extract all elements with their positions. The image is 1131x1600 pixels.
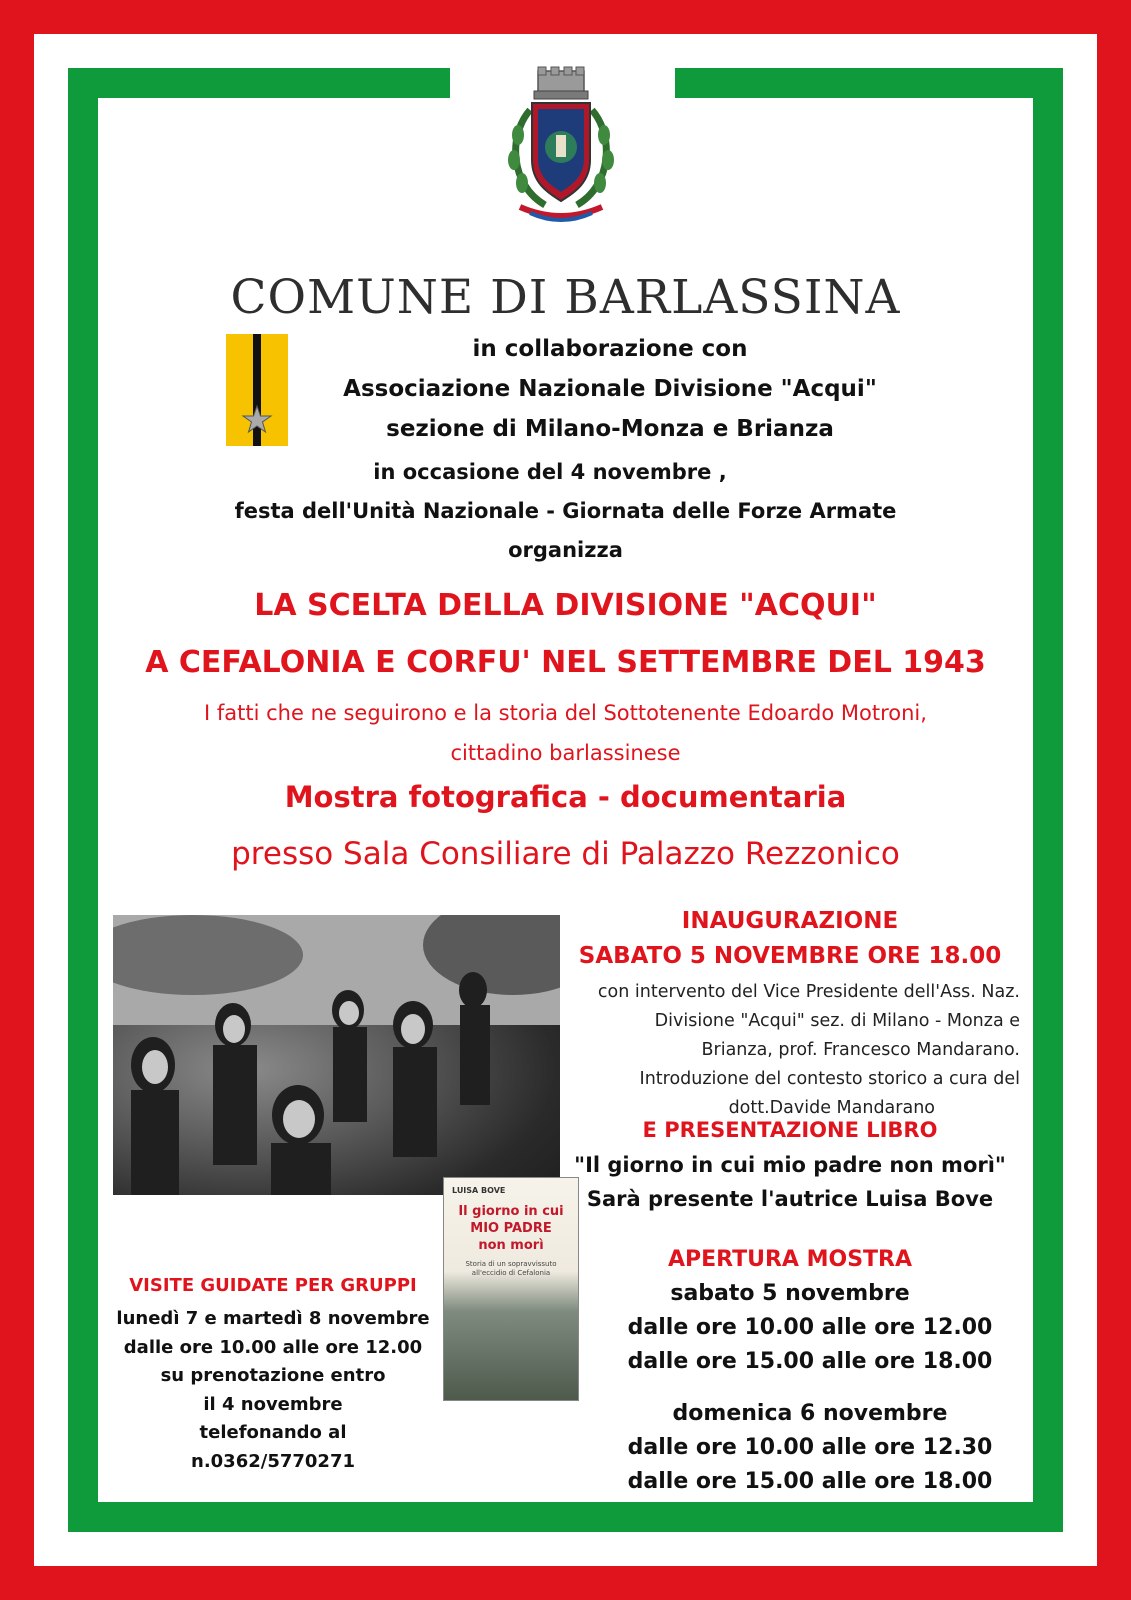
visits-heading: VISITE GUIDATE PER GRUPPI — [129, 1275, 417, 1296]
visits-line: il 4 novembre — [203, 1393, 343, 1415]
inauguration-detail-line: Divisione "Acqui" sez. di Milano - Monza e — [654, 1011, 1020, 1031]
inauguration-detail-line: dott.Davide Mandarano — [728, 1098, 935, 1118]
book-title-l1: Il giorno in cui — [458, 1204, 564, 1219]
book-title-l2: MIO PADRE — [470, 1221, 552, 1236]
inauguration-heading: INAUGURAZIONE — [681, 908, 899, 934]
book-title-l3: non morì — [478, 1238, 544, 1253]
occasion-line: in occasione del 4 novembre , — [373, 460, 727, 484]
exhibit-title: Mostra fotografica - documentaria — [284, 780, 847, 814]
book-cover — [443, 1177, 579, 1401]
visits-line: su prenotazione entro — [160, 1365, 386, 1386]
soldiers-photo — [113, 915, 560, 1195]
event-subtitle-2: cittadino barlassinese — [450, 741, 681, 765]
visits-details — [112, 1305, 434, 1476]
opening-heading: APERTURA MOSTRA — [667, 1247, 913, 1272]
book-subtitle: Storia di un sopravvissuto all'eccidio di Cefalonia — [465, 1260, 557, 1277]
festa-line: festa dell'Unità Nazionale - Giornata delle Forze Armate — [234, 499, 897, 523]
visits-phone: n.0362/5770271 — [191, 1450, 355, 1472]
collab-line: in collaborazione con — [472, 336, 748, 362]
coat-of-arms-icon — [500, 65, 622, 225]
venue-line: presso Sala Consiliare di Palazzo Rezzonico — [231, 836, 900, 872]
organizza-line: organizza — [508, 538, 623, 562]
opening-day2: domenica 6 novembre — [672, 1401, 948, 1426]
inauguration-date: SABATO 5 NOVEMBRE ORE 18.00 — [578, 943, 1002, 969]
book-presentation-heading: E PRESENTAZIONE LIBRO — [642, 1118, 938, 1142]
inauguration-detail-line: con intervento del Vice Presidente dell'Ass. Naz. — [597, 982, 1020, 1002]
visits-line: dalle ore 10.00 alle ore 12.00 — [123, 1336, 423, 1358]
association-line: Associazione Nazionale Divisione "Acqui" — [343, 376, 877, 402]
visits-line: lunedì 7 e martedì 8 novembre — [116, 1308, 430, 1329]
book-title-line: "Il giorno in cui mio padre non morì" — [574, 1153, 1006, 1177]
opening-day2-hours1: dalle ore 10.00 alle ore 12.30 — [627, 1435, 993, 1460]
opening-day1-hours1: dalle ore 10.00 alle ore 12.00 — [627, 1315, 993, 1340]
opening-day1: sabato 5 novembre — [670, 1281, 910, 1306]
soldiers-photo-drawing — [113, 915, 560, 1195]
event-title-2: A CEFALONIA E CORFU' NEL SETTEMBRE DEL 1943 — [145, 645, 986, 680]
author-line: Sarà presente l'autrice Luisa Bove — [586, 1187, 994, 1211]
inauguration-details — [555, 978, 1020, 1123]
opening-day1-hours2: dalle ore 15.00 alle ore 18.00 — [627, 1349, 993, 1374]
event-subtitle-1: I fatti che ne seguirono e la storia del Sottotenente Edoardo Motroni, — [204, 701, 927, 725]
section-line: sezione di Milano-Monza e Brianza — [386, 416, 834, 442]
acqui-badge-icon — [226, 334, 288, 446]
opening-day2-hours2: dalle ore 15.00 alle ore 18.00 — [627, 1469, 993, 1494]
book-author: LUISA BOVE — [452, 1186, 506, 1195]
event-title-1: LA SCELTA DELLA DIVISIONE "ACQUI" — [254, 588, 877, 623]
page-title: COMUNE DI BARLASSINA — [230, 270, 901, 325]
inauguration-detail-line: Brianza, prof. Francesco Mandarano. — [701, 1040, 1020, 1060]
visits-line: telefonando al — [199, 1422, 347, 1443]
inauguration-detail-line: Introduzione del contesto storico a cura del — [639, 1069, 1020, 1089]
